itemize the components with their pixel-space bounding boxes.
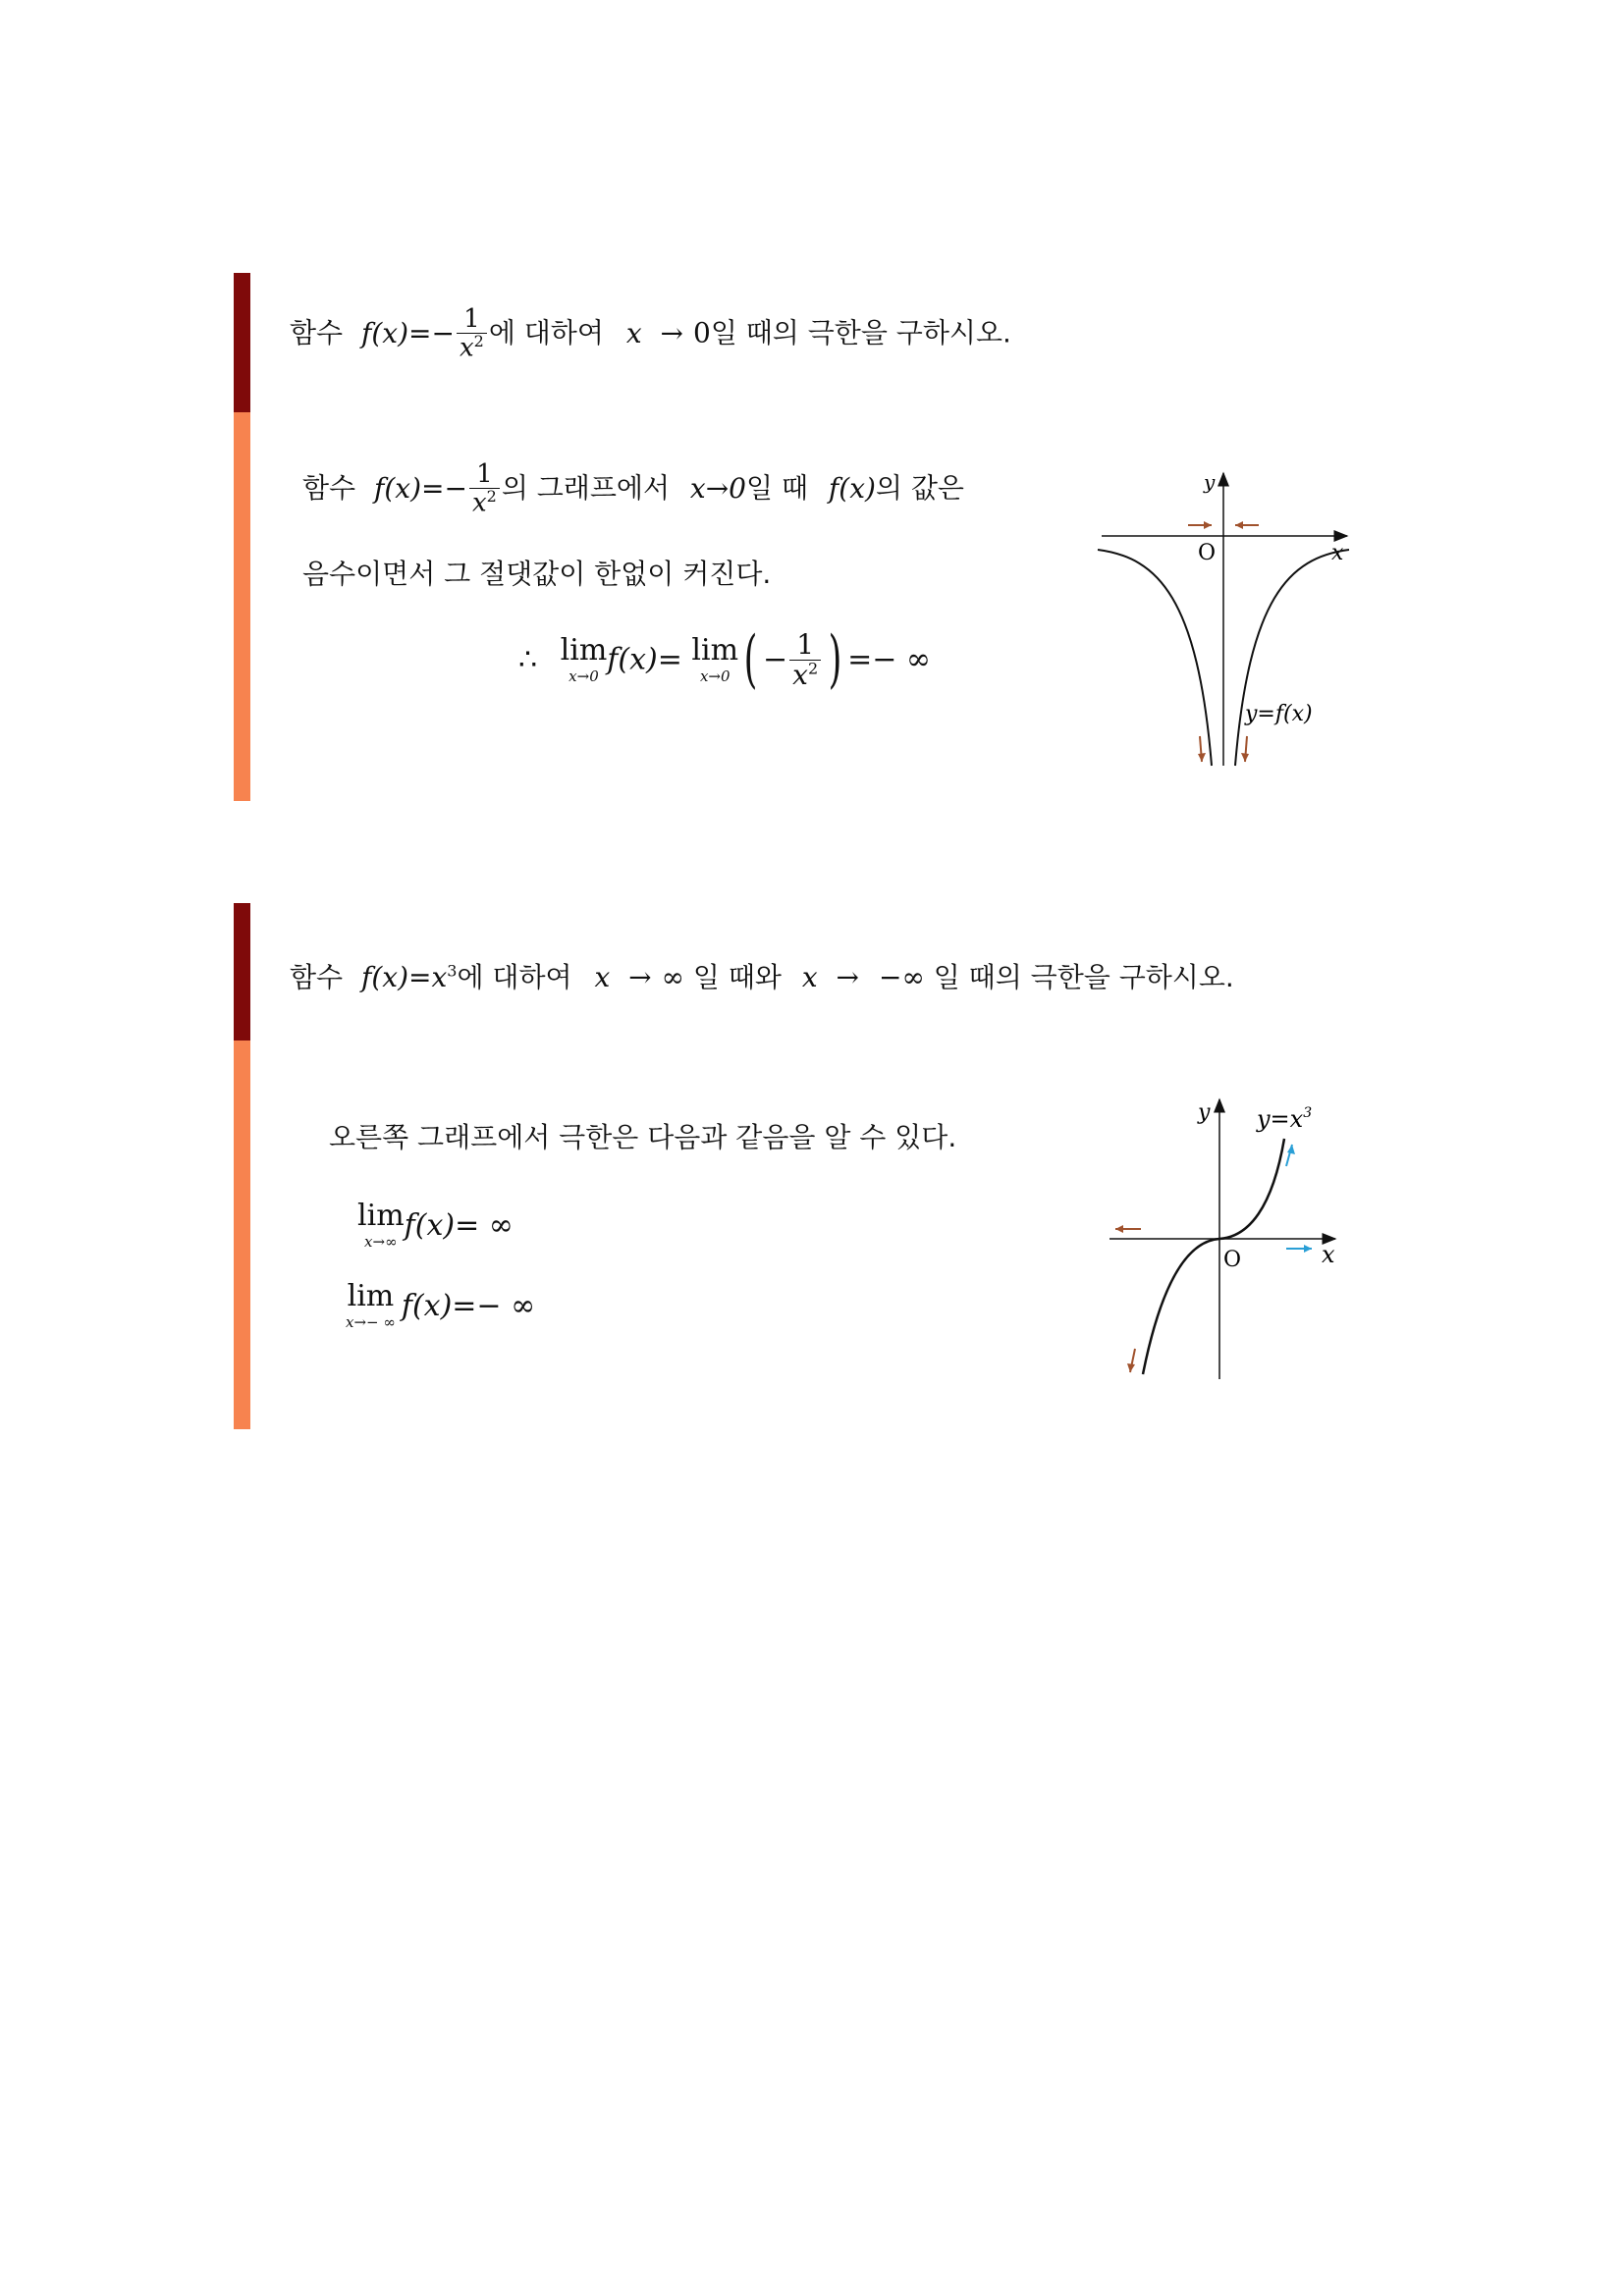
q-frac-den-var: x (459, 333, 474, 363)
q2-arrow2: → (836, 961, 859, 993)
q-frac-den (457, 333, 487, 362)
q-x: x (625, 316, 642, 349)
q-prefix: 함수 (290, 316, 344, 349)
sol-frac-den-var: x (471, 488, 487, 518)
arrow-down-brown-icon (1127, 1349, 1135, 1372)
y-axis-label-2: y (1198, 1100, 1211, 1125)
q-arrow: → (660, 316, 683, 349)
lim-fraction (789, 630, 821, 689)
sol-frac-num: 1 (476, 459, 493, 489)
paren-open: ( (743, 623, 758, 696)
problem1-question (290, 306, 1011, 362)
lim2-block-1 (357, 1201, 405, 1250)
arrow-left-icon (1235, 521, 1259, 529)
lim2-expr-2: f(x)=− ∞ (401, 1289, 536, 1323)
lim-frac-exp: 2 (807, 659, 819, 678)
problem2-limit1 (357, 1201, 514, 1250)
lim-result: =− ∞ (847, 642, 931, 677)
problem2-question-bar (234, 903, 250, 1041)
q2-inf2: −∞ (879, 961, 925, 993)
right-branch (1235, 550, 1349, 766)
lim2-sub-1: x→∞ (364, 1233, 398, 1251)
problem1-question-bar (234, 273, 250, 412)
lim-frac-den (789, 660, 821, 689)
problem1-solution-bar (234, 412, 250, 801)
lim-word-1: lim (560, 632, 608, 667)
q-frac-num: 1 (463, 304, 480, 334)
q2-mid2: 일 때와 (692, 961, 782, 993)
cubic-curve (1143, 1139, 1284, 1374)
paren-close: ) (828, 623, 842, 696)
therefore-sign: ∴ (518, 642, 538, 677)
sol-fx: f(x) (828, 471, 876, 505)
left-branch (1098, 550, 1212, 766)
sol-lim: x→0 (689, 471, 746, 505)
sol-fraction (469, 461, 500, 517)
lim-sub-1: x→0 (568, 667, 599, 685)
y-axis-label: y (1204, 470, 1216, 494)
sol-frac-exp: 2 (486, 487, 497, 507)
q-zero: 0 (692, 316, 711, 349)
q2-exp: 3 (447, 961, 458, 981)
lim-block-1 (560, 632, 608, 685)
q2-prefix: 함수 (290, 961, 344, 993)
q-frac-exp: 2 (473, 332, 484, 351)
problem2-solution-line1: 오른쪽 그래프에서 극한은 다음과 같음을 알 수 있다. (329, 1121, 957, 1153)
origin-label-2: O (1223, 1248, 1242, 1272)
arrow-left-brown-icon (1115, 1225, 1141, 1233)
q2-suffix: 일 때의 극한을 구하시오. (933, 961, 1234, 993)
curve-label: y=f(x) (1245, 702, 1313, 726)
lim-frac-den-var: x (792, 658, 808, 691)
problem2-limit2 (346, 1279, 536, 1331)
q2-mid: 에 대하여 (457, 961, 572, 993)
q2-func: f(x)=x (361, 961, 448, 993)
q2-inf1: ∞ (661, 961, 684, 993)
lim2-word-2: lim (347, 1279, 395, 1313)
arrow-right-blue-icon (1286, 1245, 1312, 1253)
q2-x2: x (801, 961, 818, 993)
lim2-sub-2: x→− ∞ (346, 1313, 396, 1331)
q-fraction (457, 306, 487, 362)
lim-fx: f(x)= (607, 642, 682, 677)
problem2-question (290, 956, 1234, 995)
lim2-expr-1: f(x)= ∞ (404, 1208, 514, 1243)
arrow-down-right-icon (1241, 736, 1249, 762)
lim-minus: − (763, 642, 788, 677)
x-axis-label-2: x (1322, 1241, 1335, 1268)
lim-frac-num: 1 (796, 628, 815, 662)
curve-label-2-exp: 3 (1303, 1105, 1313, 1121)
problem1-graph (1090, 461, 1365, 775)
problem1-solution-line2: 음수이면서 그 절댓값이 한없이 커진다. (302, 558, 772, 590)
q2-x1: x (594, 961, 611, 993)
sol-prefix: 함수 (302, 471, 356, 505)
lim-block-2 (691, 632, 739, 685)
sol-suffix: 의 값은 (875, 471, 964, 505)
arrow-right-icon (1188, 521, 1212, 529)
arrow-down-left-icon (1198, 736, 1206, 762)
lim2-block-2 (346, 1279, 396, 1331)
arrow-up-right-icon (1286, 1145, 1295, 1166)
problem2-graph (1100, 1090, 1355, 1384)
q-mid: 에 대하여 (488, 316, 604, 349)
lim-word-2: lim (691, 632, 739, 667)
problem2-solution-bar (234, 1041, 250, 1429)
sol-mid: 의 그래프에서 (501, 471, 671, 505)
q-func: f(x)=− (361, 316, 455, 349)
curve-label-2 (1256, 1105, 1312, 1133)
sol-func: f(x)=− (374, 471, 467, 505)
origin-label: O (1198, 541, 1217, 565)
problem1-solution-line1 (302, 461, 964, 517)
x-axis-label: x (1331, 541, 1344, 565)
sol-mid2: 일 때 (746, 471, 808, 505)
q-suffix: 일 때의 극한을 구하시오. (710, 316, 1011, 349)
problem1-limit-result (518, 623, 931, 696)
lim2-word-1: lim (357, 1199, 405, 1233)
lim-sub-2: x→0 (699, 667, 731, 685)
q2-arrow1: → (628, 961, 652, 993)
curve-label-2-base: y=x (1257, 1105, 1304, 1133)
sol-frac-den (469, 488, 500, 517)
